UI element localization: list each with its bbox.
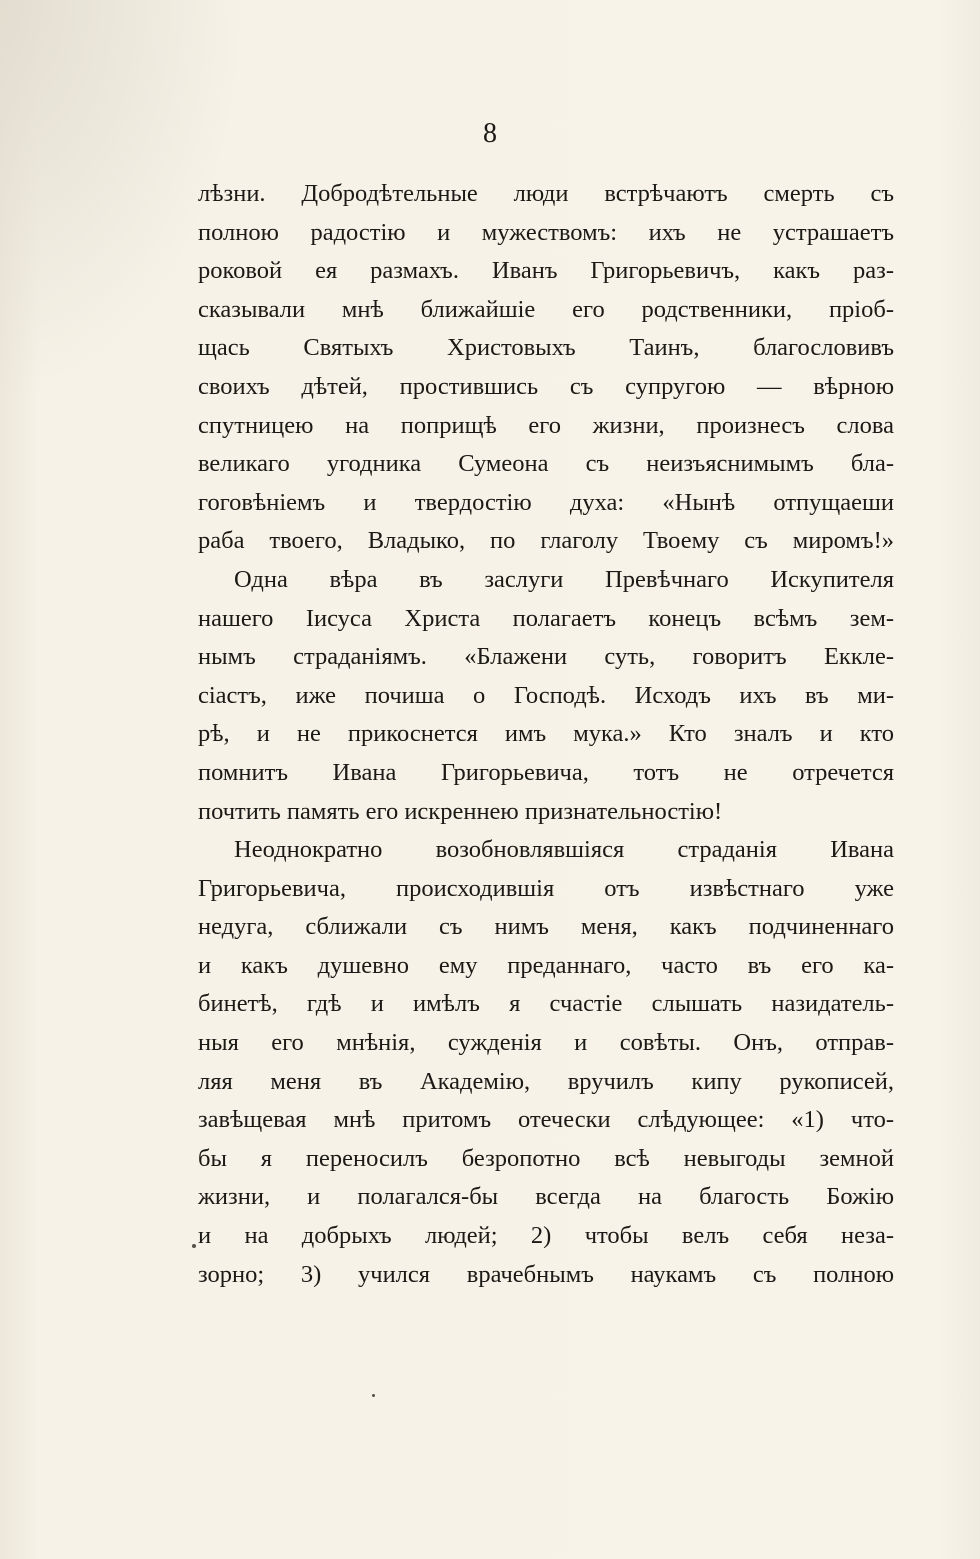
text-line: щась Святыхъ Христовыхъ Таинъ, благословивъ xyxy=(198,334,894,362)
text-line: и на добрыхъ людей; 2) чтобы велъ себя неза- xyxy=(198,1222,894,1250)
text-line: лѣзни. Добродѣтельные люди встрѣчаютъ смерть съ xyxy=(198,180,894,207)
text-line: почтить память его искреннею признательностію! xyxy=(198,797,723,825)
text-line: гоговѣніемъ и твердостію духа: «Нынѣ отпущаеши xyxy=(198,488,894,516)
page-number: 8 xyxy=(483,118,497,149)
text-line: Одна вѣра въ заслуги Превѣчнаго Искупителя xyxy=(234,565,894,593)
text-line: рѣ, и не прикоснется имъ мука.» Кто зналъ и кто xyxy=(198,720,894,748)
text-line: великаго угодника Сумеона съ неизъяснимымъ бла- xyxy=(198,450,894,478)
text-line: Неоднократно возобновлявшіяся страданія Ивана xyxy=(234,836,894,864)
text-line: раба твоего, Владыко, по глаголу Твоему съ миромъ!» xyxy=(198,527,894,555)
text-line: жизни, и полагался-бы всегда на благость Божію xyxy=(198,1183,894,1211)
text-line: недуга, сближали съ нимъ меня, какъ подчиненнаго xyxy=(198,913,894,941)
text-line: роковой ея размахъ. Иванъ Григорьевичъ, какъ раз- xyxy=(198,257,894,285)
text-line: и какъ душевно ему преданнаго, часто въ его ка- xyxy=(198,951,894,979)
text-line: помнитъ Ивана Григорьевича, тотъ не отречется xyxy=(198,758,894,786)
text-line: нашего Іисуса Христа полагаетъ конецъ всѣмъ зем- xyxy=(198,604,894,632)
paper-speck xyxy=(372,1394,375,1397)
text-line: ныя его мнѣнія, сужденія и совѣты. Онъ, отправ- xyxy=(198,1029,894,1057)
text-line: бы я переносилъ безропотно всѣ невыгоды земной xyxy=(198,1144,894,1172)
text-line: полною радостію и мужествомъ: ихъ не устрашаетъ xyxy=(198,218,894,246)
text-line: зорно; 3) учился врачебнымъ наукамъ съ полною xyxy=(198,1260,894,1288)
text-line: сіастъ, иже почиша о Господѣ. Исходъ ихъ въ ми- xyxy=(198,681,894,709)
paper-speck xyxy=(192,1244,196,1248)
text-line: Григорьевича, происходившія отъ извѣстнаго уже xyxy=(198,874,894,902)
body-text xyxy=(198,175,894,1294)
text-line: сказывали мнѣ ближайшіе его родственники, пріоб- xyxy=(198,295,894,323)
text-line: ляя меня въ Академію, вручилъ кипу рукописей, xyxy=(198,1067,894,1095)
text-line: нымъ страданіямъ. «Блажени суть, говоритъ Екклe- xyxy=(198,643,894,671)
text-line: спутницею на поприщѣ его жизни, произнесъ слова xyxy=(198,411,894,439)
text-line: бинетѣ, гдѣ и имѣлъ я счастіе слышать назидатель- xyxy=(198,990,894,1018)
text-line: завѣщевая мнѣ притомъ отечески слѣдующее: «1) что- xyxy=(198,1106,894,1134)
text-line: своихъ дѣтей, простившись съ супругою — вѣрною xyxy=(198,372,894,400)
